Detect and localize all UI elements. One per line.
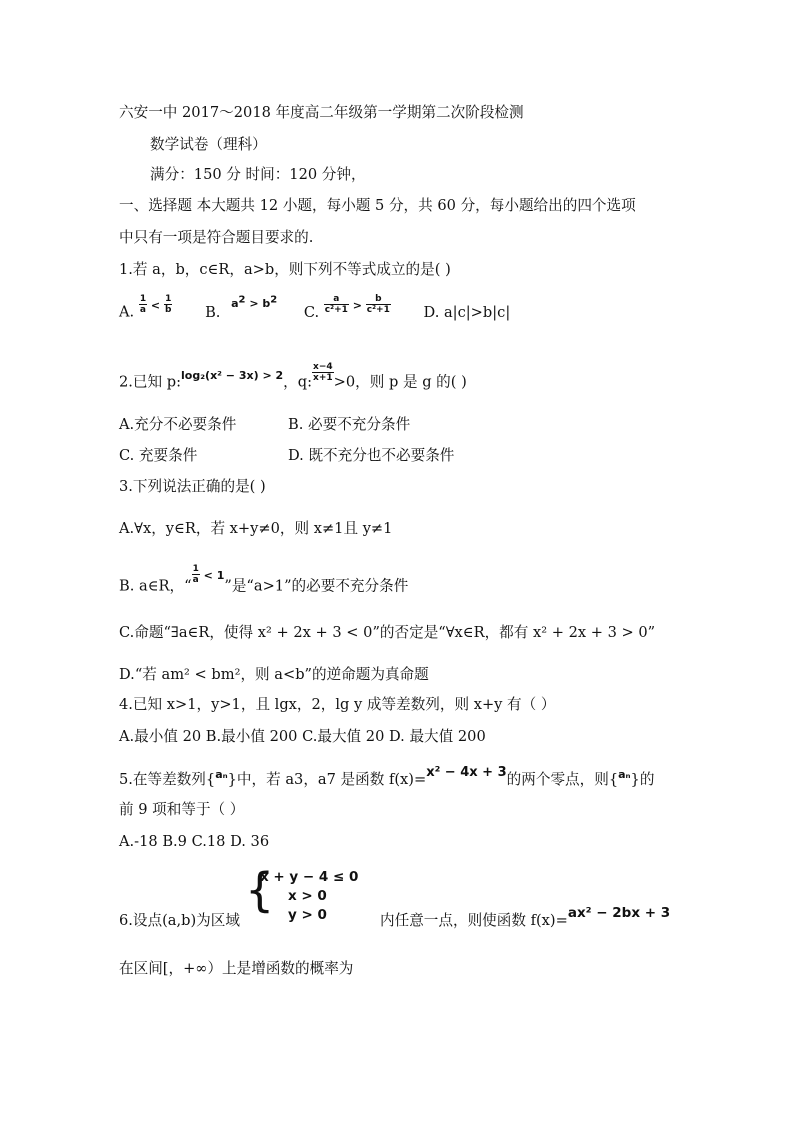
q5-func-math: x² − 4x + 3 xyxy=(426,765,507,780)
q3-opt-d: D.“若 am² < bm²，则 a<b”的逆命题为真命题 xyxy=(119,666,429,683)
q3-opt-b-fraction: $\frac{1}{a}$ xyxy=(192,564,199,585)
q6-sys-1: x + y − 4 ≤ 0 xyxy=(260,869,359,885)
exam-subtitle: 数学试卷（理科） xyxy=(150,136,267,153)
q2-opt-b: B. 必要不充分条件 xyxy=(288,416,411,433)
q2-opt-c: C. 充要条件 xyxy=(119,447,198,464)
q5-an-math: aₙ xyxy=(215,768,228,781)
q6-mid-text: 内任意一点，则使函数 f(x)= xyxy=(380,912,568,929)
q5-line1 xyxy=(119,765,655,790)
q2-mid: ，q: xyxy=(283,373,313,391)
q2-opt-d: D. 既不充分也不必要条件 xyxy=(288,447,455,464)
q2-stem xyxy=(119,362,467,402)
q4-stem: 4.已知 x>1，y>1，且 lgx，2，lg y 成等差数列，则 x+y 有（ ） xyxy=(119,696,556,713)
q6-sys-3: y > 0 xyxy=(288,907,327,923)
q1-opt-b-label: B. xyxy=(205,303,221,321)
section-intro-1: 一、选择题 本大题共 12 小题，每小题 5 分，共 60 分，每小题给出的四个选项 xyxy=(119,197,636,214)
q4-options: A.最小值 20 B.最小值 200 C.最大值 20 D. 最大值 200 xyxy=(119,728,486,745)
q2-opt-a: A.充分不必要条件 xyxy=(119,416,237,433)
q3-opt-b-post: ”是“a>1”的必要不充分条件 xyxy=(224,577,409,595)
q2-fraction xyxy=(312,362,334,383)
q5-line1-end: }的 xyxy=(630,771,655,788)
q6-sys-2: x > 0 xyxy=(288,888,327,904)
q3-opt-c: C.命题“∃a∈R，使得 x² + 2x + 3 < 0”的否定是“∀x∈R，都有 x² + 2x + 3 > 0” xyxy=(119,624,656,641)
q6-line2: 在区间[，+∞）上是增函数的概率为 xyxy=(119,960,354,977)
q2-log-expr: log₂(x² − 3x) > 2 xyxy=(181,368,284,382)
q2-stem-pre: 2.已知 p: xyxy=(119,373,182,391)
q2-stem-post: >0，则 p 是 g 的( ) xyxy=(333,373,467,391)
q1-options xyxy=(119,293,511,332)
q1-opt-d: D. a|c|>b|c| xyxy=(423,303,511,321)
q5-line1-mid: }中，若 a3，a7 是函数 f(x)= xyxy=(227,771,427,788)
q3-opt-b-pre: B. a∈R，“ xyxy=(119,577,192,595)
q1-opt-c-math: $\frac{a}{\text{c²+1}}$ > $\frac{b}{\text{c²+1}}$ xyxy=(324,294,390,315)
exam-title: 六安一中 2017～2018 年度高二年级第一学期第二次阶段检测 xyxy=(119,104,524,121)
q1-opt-c-label: C. xyxy=(303,303,320,321)
q1-opt-a-math: $\frac{1}{a}$ < $\frac{1}{b}$ xyxy=(139,294,172,315)
q3-stem: 3.下列说法正确的是( ) xyxy=(119,478,266,495)
q1-opt-b-math: a2 > b2 xyxy=(231,293,278,310)
q5-an-math-2: aₙ xyxy=(618,768,631,781)
q6-brace: { xyxy=(245,863,275,917)
q3-opt-b: B. a∈R，“ $\frac{1}{a}$ $^{< 1}$”是“a>1”的必要不充分条件 xyxy=(119,564,409,595)
q1-stem: 1.若 a，b，c∈R，a>b，则下列不等式成立的是( ) xyxy=(119,261,451,278)
score-time: 满分：150 分 时间：120 分钟， xyxy=(150,166,366,183)
q5-options: A.-18 B.9 C.18 D. 36 xyxy=(119,833,270,850)
q1-opt-a-label: A. xyxy=(119,303,135,321)
q2-frac-num: x−4 xyxy=(313,362,333,372)
q6-func-math: ax² − 2bx + 3 xyxy=(567,905,671,921)
q5-line2: 前 9 项和等于（ ） xyxy=(119,801,245,818)
q5-line1-post: 的两个零点，则{ xyxy=(506,771,619,788)
q5-line1-pre: 5.在等差数列{ xyxy=(119,771,216,788)
q3-opt-a: A.∀x，y∈R，若 x+y≠0，则 x≠1且 y≠1 xyxy=(119,520,393,537)
section-intro-2: 中只有一项是符合题目要求的. xyxy=(119,229,314,246)
q2-frac-den: x+1 xyxy=(313,373,333,383)
q6-mid xyxy=(380,905,671,930)
q6-pre: 6.设点(a,b)为区域 xyxy=(119,912,240,929)
